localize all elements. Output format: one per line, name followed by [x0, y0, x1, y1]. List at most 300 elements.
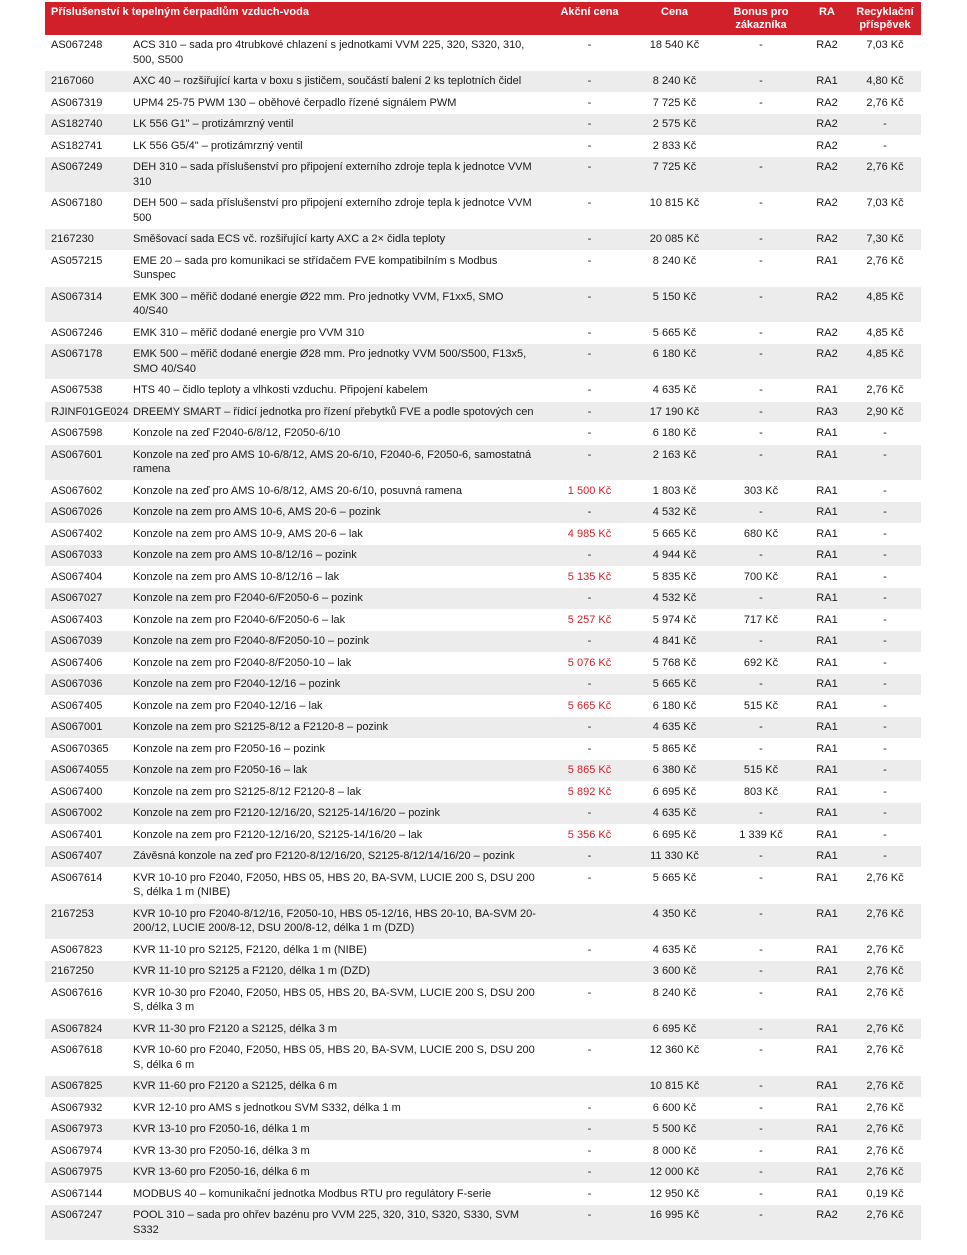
customer-bonus: 700 Kč	[743, 570, 779, 583]
action-price: -	[587, 506, 592, 518]
customer-bonus: -	[759, 678, 763, 690]
product-code: AS067973	[51, 1123, 103, 1135]
recycling-fee: 2,90 Kč	[866, 405, 904, 418]
product-description: Konzole na zeď F2040-6/8/12, F2050-6/10	[133, 427, 341, 439]
action-price: 5 665 Kč	[567, 699, 612, 712]
ra-class: RA1	[816, 592, 838, 604]
customer-bonus: -	[759, 448, 763, 461]
product-description: Konzole na zem pro AMS 10-8/12/16 – pozink	[133, 549, 357, 561]
product-description: Konzole na zem pro AMS 10-9, AMS 20-6 – lak	[133, 527, 363, 540]
ra-class: RA1	[816, 427, 838, 439]
ra-class: RA1	[816, 699, 838, 712]
product-code: AS067405	[51, 699, 103, 712]
ra-class: RA1	[816, 721, 838, 733]
ra-class: RA1	[816, 1166, 838, 1178]
product-description: MODBUS 40 – komunikační jednotka Modbus RTU pro regulátory F-serie	[133, 1187, 492, 1200]
product-description: DEH 310 – sada příslušenství pro připojení externího zdroje tepla k jednotce VVM 310	[133, 161, 532, 188]
price: 8 240 Kč	[652, 75, 697, 87]
product-code: AS067616	[51, 986, 103, 999]
price: 10 815 Kč	[649, 1080, 700, 1092]
recycling-fee: 2,76 Kč	[866, 161, 904, 173]
price: 2 833 Kč	[652, 139, 697, 152]
product-description: EMK 310 – měřič dodané energie pro VVM 310	[133, 326, 365, 339]
price: 6 695 Kč	[652, 785, 697, 798]
product-code: AS0674055	[51, 764, 109, 776]
customer-bonus: 515 Kč	[743, 764, 779, 776]
product-code: AS067001	[51, 721, 103, 733]
product-code: AS067601	[51, 448, 103, 461]
price: 17 190 Kč	[649, 405, 700, 418]
product-code: AS067825	[51, 1080, 103, 1092]
table-body	[45, 35, 921, 1241]
table-row	[45, 717, 921, 739]
table-row	[45, 380, 921, 402]
table-row	[45, 444, 921, 480]
ra-class: RA2	[816, 1209, 838, 1221]
action-price: 5 892 Kč	[567, 785, 612, 798]
product-description: Konzole na zem pro AMS 10-6, AMS 20-6 – pozink	[133, 506, 381, 518]
action-price: -	[587, 139, 592, 152]
price: 4 944 Kč	[652, 549, 697, 561]
action-price: -	[587, 448, 592, 461]
price: 18 540 Kč	[649, 39, 700, 51]
ra-class: RA1	[816, 1187, 838, 1200]
price: 4 350 Kč	[652, 907, 697, 920]
product-code: AS067598	[51, 427, 103, 439]
price: 2 163 Kč	[652, 448, 697, 461]
price: 11 330 Kč	[650, 850, 699, 862]
ra-class: RA1	[816, 986, 838, 999]
customer-bonus: 717 Kč	[743, 613, 779, 626]
recycling-fee: 2,76 Kč	[866, 384, 904, 396]
action-price: -	[587, 1101, 592, 1114]
customer-bonus	[717, 114, 805, 136]
table-row	[45, 588, 921, 610]
table-row	[45, 1183, 921, 1205]
customer-bonus	[717, 135, 805, 157]
product-description: Konzole na zem pro S2125-8/12 F2120-8 – lak	[133, 785, 362, 798]
product-description: Konzole na zem pro F2040-6/F2050-6 – pozink	[133, 592, 363, 604]
table-row	[45, 545, 921, 567]
customer-bonus: 303 Kč	[743, 484, 779, 497]
product-code: AS067614	[51, 871, 103, 884]
ra-class: RA1	[816, 742, 838, 755]
price: 5 500 Kč	[652, 1123, 697, 1135]
recycling-fee: 0,19 Kč	[866, 1187, 904, 1200]
customer-bonus: -	[759, 96, 763, 109]
table-row	[45, 1040, 921, 1076]
table-row	[45, 523, 921, 545]
customer-bonus: -	[759, 850, 763, 862]
action-price: -	[587, 96, 592, 109]
recycling-fee: -	[883, 527, 887, 540]
ra-class: RA1	[816, 1080, 838, 1092]
price: 6 180 Kč	[652, 699, 697, 712]
price: 6 180 Kč	[652, 427, 697, 439]
price: 5 665 Kč	[652, 871, 697, 884]
table-row	[45, 760, 921, 782]
recycling-fee: -	[883, 427, 887, 439]
product-description: Směšovací sada ECS vč. rozšiřující karty AXC a 2× čidla teploty	[133, 233, 446, 245]
table-row	[45, 566, 921, 588]
customer-bonus: 680 Kč	[743, 527, 779, 540]
customer-bonus: -	[759, 326, 763, 339]
table-row	[45, 1119, 921, 1141]
action-price: -	[587, 39, 592, 51]
recycling-fee: 4,85 Kč	[866, 326, 904, 339]
customer-bonus: -	[759, 233, 763, 245]
action-price: -	[587, 161, 592, 173]
price: 6 695 Kč	[652, 1022, 697, 1035]
recycling-fee: 2,76 Kč	[866, 96, 904, 109]
price: 7 725 Kč	[652, 96, 697, 109]
price: 12 360 Kč	[649, 1044, 700, 1056]
customer-bonus: -	[759, 75, 763, 87]
header-recycling: Recyklační příspěvek	[849, 2, 921, 35]
customer-bonus: -	[759, 427, 763, 439]
action-price	[547, 1018, 632, 1040]
product-description: KVR 13-60 pro F2050-16, délka 6 m	[133, 1166, 310, 1178]
recycling-fee: -	[883, 506, 887, 518]
recycling-fee: -	[883, 592, 887, 604]
customer-bonus: -	[759, 807, 763, 819]
table-row	[45, 423, 921, 445]
action-price: -	[587, 326, 592, 339]
ra-class: RA1	[816, 678, 838, 690]
customer-bonus: -	[759, 986, 763, 999]
ra-class: RA1	[816, 965, 838, 977]
table-row	[45, 193, 921, 229]
ra-class: RA2	[816, 233, 838, 245]
customer-bonus: -	[759, 384, 763, 396]
price: 16 995 Kč	[649, 1209, 700, 1221]
product-code: AS067406	[51, 656, 103, 669]
ra-class: RA1	[816, 75, 838, 87]
recycling-fee: -	[883, 764, 887, 776]
recycling-fee: -	[883, 484, 887, 497]
product-code: AS067033	[51, 549, 103, 561]
product-code: AS067249	[51, 161, 103, 173]
price: 10 815 Kč	[649, 197, 700, 209]
price: 4 532 Kč	[652, 506, 697, 518]
table-row	[45, 480, 921, 502]
recycling-fee: 2,76 Kč	[866, 254, 904, 267]
recycling-fee: -	[883, 828, 887, 841]
product-code: AS067027	[51, 592, 103, 604]
product-code: AS067407	[51, 850, 103, 862]
ra-class: RA2	[816, 118, 838, 130]
product-code: AS067248	[51, 39, 103, 51]
product-description: EMK 500 – měřič dodané energie Ø28 mm. Pro jednotky VVM 500/S500, F13x5, SMO 40/S40	[133, 348, 527, 375]
table-row	[45, 157, 921, 193]
table-row	[45, 114, 921, 136]
product-description: KVR 13-30 pro F2050-16, délka 3 m	[133, 1144, 310, 1157]
product-description: Konzole na zem pro F2120-12/16/20, S2125-14/16/20 – lak	[133, 828, 423, 841]
product-description: Konzole na zem pro F2040-12/16 – lak	[133, 699, 323, 712]
product-description: Konzole na zem pro F2050-16 – pozink	[133, 742, 326, 755]
product-description: Konzole na zem pro F2040-8/F2050-10 – pozink	[133, 635, 370, 647]
ra-class: RA2	[816, 197, 838, 209]
price: 5 665 Kč	[652, 326, 697, 339]
price: 5 768 Kč	[652, 656, 697, 669]
price: 5 150 Kč	[652, 290, 697, 303]
recycling-fee: 7,03 Kč	[866, 197, 904, 209]
product-code: AS067602	[51, 484, 103, 497]
header-ra: RA	[805, 2, 849, 35]
action-price: -	[587, 1209, 592, 1221]
action-price: -	[587, 742, 592, 755]
recycling-fee: 2,76 Kč	[866, 1123, 904, 1135]
ra-class: RA1	[816, 871, 838, 884]
recycling-fee: -	[883, 785, 887, 798]
action-price: -	[587, 75, 592, 87]
ra-class: RA1	[816, 907, 838, 920]
recycling-fee: -	[883, 549, 887, 561]
ra-class: RA1	[816, 850, 838, 862]
recycling-fee: 2,76 Kč	[866, 1044, 904, 1056]
product-description: HTS 40 – čidlo teploty a vlhkosti vzduchu. Připojení kabelem	[133, 384, 428, 396]
table-title: Příslušenství k tepelným čerpadlům vzduch-voda	[45, 2, 547, 35]
customer-bonus: 515 Kč	[743, 699, 779, 712]
product-code: AS057215	[51, 254, 103, 267]
customer-bonus: -	[759, 549, 763, 561]
customer-bonus: 692 Kč	[743, 656, 779, 669]
ra-class: RA1	[816, 1101, 838, 1114]
recycling-fee: 2,76 Kč	[866, 1101, 904, 1114]
recycling-fee: -	[883, 139, 887, 152]
action-price: -	[587, 1144, 592, 1157]
action-price: -	[587, 678, 592, 690]
product-description: KVR 11-30 pro F2120 a S2125, délka 3 m	[133, 1022, 338, 1035]
action-price: -	[587, 1044, 592, 1056]
product-code: AS067319	[51, 96, 103, 109]
product-description: ACS 310 – sada pro 4trubkové chlazení s jednotkami VVM 225, 320, S320, 310, 500, S500	[133, 39, 525, 66]
product-code: AS067246	[51, 326, 103, 339]
action-price: -	[587, 871, 592, 884]
price: 8 240 Kč	[652, 986, 697, 999]
product-description: KVR 11-10 pro S2125 a F2120, délka 1 m (DZD)	[133, 965, 371, 977]
price-list	[45, 2, 921, 1241]
action-price: -	[587, 348, 592, 360]
action-price	[547, 1076, 632, 1098]
table-row	[45, 229, 921, 251]
customer-bonus: -	[759, 1080, 763, 1092]
recycling-fee: -	[883, 118, 887, 130]
product-description: KVR 10-10 pro F2040, F2050, HBS 05, HBS 20, BA-SVM, LUCIE 200 S, DSU 200 S, délka 1 m (NIBE)	[133, 871, 535, 898]
recycling-fee: 7,03 Kč	[866, 39, 904, 51]
recycling-fee: 2,76 Kč	[866, 943, 904, 956]
recycling-fee: 4,85 Kč	[866, 348, 904, 360]
price: 6 380 Kč	[652, 764, 697, 776]
table-row	[45, 903, 921, 939]
product-code: RJINF01GE024	[51, 405, 129, 418]
product-description: KVR 13-10 pro F2050-16, délka 1 m	[133, 1123, 310, 1135]
price: 6 180 Kč	[652, 348, 697, 360]
price: 5 665 Kč	[652, 678, 697, 690]
price: 4 635 Kč	[652, 384, 697, 396]
price: 5 835 Kč	[652, 570, 697, 583]
recycling-fee: 2,76 Kč	[866, 1209, 904, 1221]
table-row	[45, 609, 921, 631]
table-row	[45, 1097, 921, 1119]
ra-class: RA2	[816, 326, 838, 339]
customer-bonus: -	[759, 1044, 763, 1056]
ra-class: RA1	[816, 527, 838, 540]
product-code: AS067975	[51, 1166, 103, 1178]
ra-class: RA2	[816, 139, 838, 152]
price: 2 575 Kč	[652, 118, 697, 130]
action-price: 5 076 Kč	[567, 656, 612, 669]
product-code: 2167253	[51, 907, 94, 920]
product-description: KVR 12-10 pro AMS s jednotkou SVM S332, délka 1 m	[133, 1101, 401, 1114]
accessories-table	[45, 2, 921, 1241]
recycling-fee: -	[883, 570, 887, 583]
product-description: POOL 310 – sada pro ohřev bazénu pro VVM 225, 320, 310, S320, S330, SVM S332	[133, 1209, 520, 1236]
action-price: 5 135 Kč	[567, 570, 612, 583]
table-row	[45, 1205, 921, 1241]
table-row	[45, 401, 921, 423]
customer-bonus: -	[759, 1166, 763, 1178]
recycling-fee: -	[883, 742, 887, 755]
recycling-fee: -	[883, 613, 887, 626]
price: 4 532 Kč	[652, 592, 697, 604]
action-price: -	[587, 1166, 592, 1178]
table-row	[45, 961, 921, 983]
customer-bonus: -	[759, 1144, 763, 1157]
product-code: AS067823	[51, 943, 103, 956]
product-code: AS067824	[51, 1022, 103, 1035]
product-code: AS067618	[51, 1044, 103, 1056]
recycling-fee: -	[883, 635, 887, 647]
customer-bonus: -	[759, 871, 763, 884]
product-description: KVR 11-60 pro F2120 a S2125, délka 6 m	[133, 1080, 338, 1092]
recycling-fee: 2,76 Kč	[866, 871, 904, 884]
price: 3 600 Kč	[652, 965, 697, 977]
customer-bonus: -	[759, 197, 763, 209]
product-description: EMK 300 – měřič dodané energie Ø22 mm. Pro jednotky VVM, F1xx5, SMO 40/S40	[133, 290, 504, 317]
customer-bonus: -	[759, 290, 763, 303]
action-price: 5 356 Kč	[567, 828, 612, 841]
customer-bonus: -	[759, 348, 763, 360]
ra-class: RA1	[816, 785, 838, 798]
product-description: Konzole na zem pro F2040-8/F2050-10 – lak	[133, 656, 352, 669]
price: 6 600 Kč	[652, 1101, 697, 1114]
customer-bonus: -	[759, 592, 763, 604]
ra-class: RA1	[816, 570, 838, 583]
product-code: AS067403	[51, 613, 103, 626]
product-description: Závěsná konzole na zeď pro F2120-8/12/16/20, S2125-8/12/14/16/20 – pozink	[133, 850, 515, 862]
product-description: KVR 11-10 pro S2125, F2120, délka 1 m (NIBE)	[133, 943, 367, 956]
product-description: Konzole na zem pro F2040-12/16 – pozink	[133, 678, 341, 690]
product-code: AS067247	[51, 1209, 103, 1221]
customer-bonus: -	[759, 635, 763, 647]
table-row	[45, 846, 921, 868]
table-row	[45, 286, 921, 322]
price: 8 240 Kč	[652, 254, 697, 267]
table-row	[45, 867, 921, 903]
recycling-fee: 7,30 Kč	[866, 233, 904, 245]
product-description: Konzole na zem pro AMS 10-8/12/16 – lak	[133, 570, 340, 583]
ra-class: RA2	[816, 39, 838, 51]
ra-class: RA1	[816, 943, 838, 956]
action-price: 5 257 Kč	[567, 613, 612, 626]
product-code: AS067932	[51, 1101, 103, 1114]
customer-bonus: -	[759, 39, 763, 51]
product-code: AS067178	[51, 348, 103, 360]
product-code: AS067974	[51, 1144, 103, 1157]
product-code: AS182741	[51, 139, 103, 152]
product-description: LK 556 G5/4" – protizámrzný ventil	[133, 139, 303, 152]
header-action-price: Akční cena	[547, 2, 632, 35]
price: 7 725 Kč	[652, 161, 697, 173]
customer-bonus: -	[759, 1101, 763, 1114]
table-row	[45, 92, 921, 114]
recycling-fee: -	[883, 656, 887, 669]
action-price: -	[587, 197, 592, 209]
ra-class: RA1	[816, 764, 838, 776]
table-row	[45, 738, 921, 760]
customer-bonus: -	[759, 943, 763, 956]
product-code: AS067144	[51, 1187, 103, 1200]
table-row	[45, 344, 921, 380]
product-code: AS067538	[51, 384, 103, 396]
action-price: 5 865 Kč	[567, 764, 612, 776]
action-price: -	[587, 427, 592, 439]
price: 20 085 Kč	[649, 233, 700, 245]
table-row	[45, 982, 921, 1018]
product-code: AS067036	[51, 678, 103, 690]
ra-class: RA2	[816, 290, 838, 303]
table-row	[45, 250, 921, 286]
recycling-fee: -	[883, 850, 887, 862]
ra-class: RA1	[816, 656, 838, 669]
header-price: Cena	[632, 2, 717, 35]
action-price: 1 500 Kč	[567, 484, 612, 497]
ra-class: RA1	[816, 549, 838, 561]
action-price: -	[587, 721, 592, 733]
product-description: Konzole na zem pro F2120-12/16/20, S2125-14/16/20 – pozink	[133, 807, 440, 819]
ra-class: RA1	[816, 384, 838, 396]
product-description: Konzole na zem pro F2040-6/F2050-6 – lak	[133, 613, 346, 626]
table-row	[45, 781, 921, 803]
price: 5 865 Kč	[652, 742, 697, 755]
action-price: -	[587, 850, 592, 862]
action-price	[547, 903, 632, 939]
product-code: AS0670365	[51, 742, 109, 755]
ra-class: RA3	[816, 405, 838, 418]
price: 12 000 Kč	[649, 1166, 700, 1178]
action-price: -	[587, 943, 592, 956]
table-row	[45, 35, 921, 71]
table-row	[45, 1076, 921, 1098]
product-description: DEH 500 – sada příslušenství pro připojení externího zdroje tepla k jednotce VVM 500	[133, 197, 532, 224]
customer-bonus: -	[759, 1187, 763, 1200]
customer-bonus: 803 Kč	[743, 785, 779, 798]
price: 4 635 Kč	[652, 943, 697, 956]
customer-bonus: -	[759, 742, 763, 755]
table-row	[45, 652, 921, 674]
recycling-fee: 2,76 Kč	[866, 1166, 904, 1178]
customer-bonus: -	[759, 721, 763, 733]
action-price	[547, 961, 632, 983]
product-description: KVR 10-30 pro F2040, F2050, HBS 05, HBS 20, BA-SVM, LUCIE 200 S, DSU 200 S, délka 3 m	[133, 986, 535, 1013]
product-code: AS067400	[51, 785, 103, 798]
price: 4 635 Kč	[652, 721, 697, 733]
table-row	[45, 502, 921, 524]
action-price: -	[587, 807, 592, 819]
ra-class: RA1	[816, 635, 838, 647]
table-row	[45, 939, 921, 961]
